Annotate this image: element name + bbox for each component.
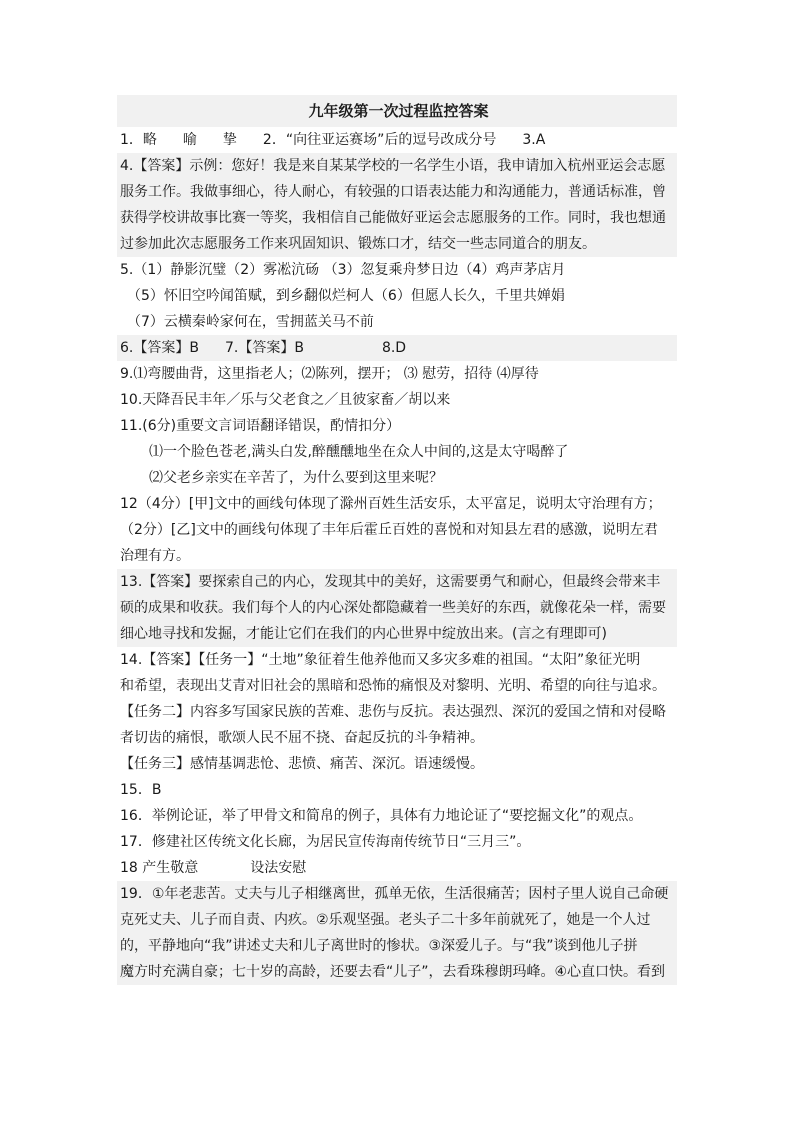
answer-17: 17．修建社区传统文化长廊，为居民宣传海南传统节日“三月三”。 <box>120 834 531 850</box>
answer-6-8-line <box>117 335 677 361</box>
answer-12-line-3: 治理有方。 <box>120 548 190 564</box>
answer-5-line-1: 5.（1）静影沉璧（2）雾凇沆砀 （3）忽复乘舟梦日边（4）鸡声茅店月 <box>120 262 566 278</box>
answer-10: 10.天降吾民丰年／乐与父老食之／且彼家畜／胡以来 <box>120 392 451 408</box>
answer-13-line-1: 13.【答案】要探索自己的内心，发现其中的美好，这需要勇气和耐心，但最终会带来丰 <box>117 569 677 595</box>
answer-19-line-2: 克死丈夫、儿子而自责、内疚。②乐观坚强。老头子二十多年前就死了，她是一个人过 <box>117 907 677 933</box>
answer-16: 16．举例论证，举了甲骨文和简帛的例子，具体有力地论证了“要挖掘文化”的观点。 <box>120 808 643 824</box>
page-title: 九年级第一次过程监控答案 <box>117 95 677 127</box>
answer-19-line-3: 的，平静地向“我”讲述丈夫和儿子离世时的惨状。③深爱儿子。与“我”谈到他儿子拼 <box>117 933 677 959</box>
answer-18-part-1: 18 产生敬意 <box>120 860 199 876</box>
answer-11-part-1: ⑴一个脸色苍老,满头白发,醉醺醺地坐在众人中间的,这是太守喝醉了 <box>149 444 569 460</box>
answer-11-header: 11.(6分)重要文言词语翻译错误，酌情扣分） <box>120 418 401 434</box>
answer-5-line-3: （7）云横秦岭家何在，雪拥蓝关马不前 <box>127 314 374 330</box>
answer-13-line-3: 细心地寻找和发掘，才能让它们在我们的内心世界中绽放出来。(言之有理即可) <box>117 621 677 647</box>
answer-5-line-2: （5）怀旧空吟闻笛赋，到乡翻似烂柯人（6）但愿人长久，千里共婵娟 <box>127 288 565 304</box>
answer-18 <box>117 855 677 881</box>
answer-14-line-3: 【任务二】内容多写国家民族的苦难、悲伤与反抗。表达强烈、深沉的爱国之情和对侵略 <box>120 704 666 720</box>
answer-3: 3.A <box>522 132 546 148</box>
answer-15: 15．B <box>120 782 162 798</box>
answer-14-line-5: 【任务三】感情基调悲怆、悲愤、痛苦、深沉。语速缓慢。 <box>120 756 484 772</box>
answer-19-line-1: 19．①年老悲苦。丈夫与儿子相继离世，孤单无依，生活很痛苦；因村子里人说自己命硬 <box>117 881 677 907</box>
answer-8: 8.D <box>381 340 407 356</box>
answer-14-line-1: 14.【答案】【任务一】“土地”象征着生他养他而又多灾多难的祖国。“太阳”象征光明 <box>120 652 641 668</box>
answer-1-word-1: 1．略 <box>120 132 157 148</box>
answer-line-1 <box>117 127 677 153</box>
answer-6: 6.【答案】B <box>120 340 199 356</box>
answer-19-line-4: 魔方时充满自豪；七十岁的高龄，还要去看“儿子”，去看珠穆朗玛峰。④心直口快。看到 <box>117 959 677 985</box>
answer-14-line-4: 者切齿的痛恨，歌颂人民不屈不挠、奋起反抗的斗争精神。 <box>120 730 484 746</box>
answer-1-word-3: 挚 <box>222 132 237 148</box>
answer-4-line-4: 过参加此次志愿服务工作来巩固知识、锻炼口才，结交一些志同道合的朋友。 <box>117 231 677 257</box>
answer-12-line-1: 12（4分）[甲]文中的画线句体现了滁州百姓生活安乐，太平富足，说明太守治理有方； <box>120 496 662 512</box>
answer-14-line-2: 和希望，表现出艾青对旧社会的黑暗和恐怖的痛恨及对黎明、光明、希望的向往与追求。 <box>120 678 666 694</box>
answer-18-part-2: 设法安慰 <box>250 860 307 876</box>
answer-11-part-2: ⑵父老乡亲实在辛苦了，为什么要到这里来呢？ <box>149 470 443 486</box>
answer-4-line-1: 4.【答案】示例：您好！我是来自某某学校的一名学生小语，我申请加入杭州亚运会志愿 <box>117 153 677 179</box>
answer-4-line-3: 获得学校讲故事比赛一等奖，我相信自己能做好亚运会志愿服务的工作。同时，我也想通 <box>117 205 677 231</box>
answer-13-line-2: 硕的成果和收获。我们每个人的内心深处都隐藏着一些美好的东西，就像花朵一样，需要 <box>117 595 677 621</box>
answer-2: 2．“向往亚运赛场”后的逗号改成分号 <box>262 132 497 148</box>
answer-12-line-2: （2分）[乙]文中的画线句体现了丰年后霍丘百姓的喜悦和对知县左君的感激，说明左君 <box>120 522 658 538</box>
answer-document <box>117 95 677 985</box>
answer-7: 7.【答案】B <box>224 340 304 356</box>
answer-1-word-2: 喻 <box>182 132 197 148</box>
answer-9: 9.⑴弯腰曲背，这里指老人；⑵陈列，摆开； ⑶ 慰劳，招待 ⑷厚待 <box>120 366 539 382</box>
answer-4-line-2: 服务工作。我做事细心，待人耐心，有较强的口语表达能力和沟通能力，普通话标准，曾 <box>117 179 677 205</box>
